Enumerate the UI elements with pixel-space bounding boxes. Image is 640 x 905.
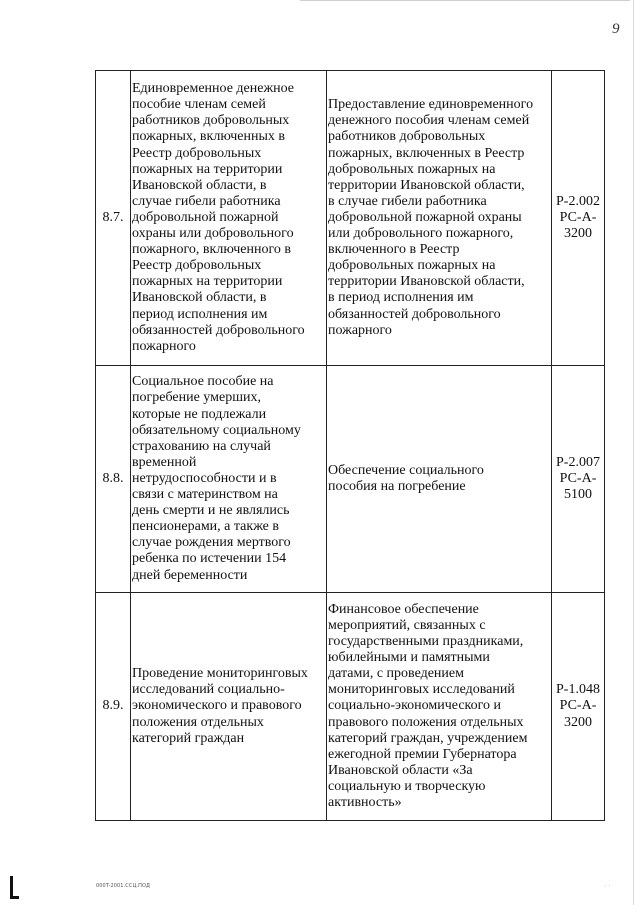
text-line: РС-А- — [559, 470, 597, 486]
text-line: положения отдельных — [132, 714, 264, 730]
text-line: страхованию на случай — [132, 438, 271, 454]
scan-edge-top — [300, 0, 630, 1]
text-line: нетрудоспособности и в — [132, 470, 277, 486]
text-line: пособия на погребение — [328, 479, 466, 494]
text-line: государственными праздниками, — [328, 634, 524, 650]
text-line: пожарных на территории — [132, 161, 283, 177]
text-line: в случае гибели работника — [328, 193, 487, 209]
classification-code-cell — [552, 593, 605, 821]
text-line: которые не подлежали — [132, 406, 267, 422]
text-line: случае рождения мертвого — [132, 535, 291, 551]
text-line: территории Ивановской области, — [328, 177, 525, 193]
text-line: Р-1.048 — [556, 682, 600, 698]
text-line: Ивановской области «За — [328, 762, 473, 778]
text-line: включенного в Реестр — [328, 242, 460, 258]
text-line: добровольных пожарных на — [328, 161, 496, 177]
text-line: Р-2.007 — [556, 454, 600, 470]
text-line: погребение умерших, — [132, 390, 261, 406]
text-line: 3200 — [564, 714, 592, 730]
text-line: мониторинговых исследований — [328, 682, 515, 698]
text-line: ребенка по истечении 154 — [132, 551, 287, 567]
text-line: обязательному социальному — [132, 422, 301, 438]
text-line: социальную и творческую — [328, 778, 486, 794]
text-line: социально-экономического и — [328, 698, 502, 714]
text-line: 5100 — [564, 487, 592, 503]
classification-code-cell — [552, 366, 605, 593]
text-line: Реестр добровольных — [132, 258, 262, 274]
expense-name-cell — [131, 593, 327, 821]
text-line: пожарных, включенных в Реестр — [328, 145, 525, 161]
text-line: пожарного — [132, 338, 196, 354]
expense-name-cell — [131, 366, 327, 593]
table-row-8-7 — [96, 71, 605, 366]
text-line: юбилейными и памятными — [328, 650, 490, 666]
text-line: Предоставление единовременного — [328, 97, 534, 113]
text-line: мероприятий, связанных с — [328, 617, 486, 633]
text-line: Р-2.002 — [556, 193, 600, 209]
text-line: работников добровольных — [328, 129, 486, 145]
expense-description-cell — [327, 71, 552, 366]
text-line: временной — [132, 454, 197, 470]
text-line: 3200 — [564, 226, 592, 242]
text-line: случае гибели работника — [132, 193, 281, 209]
text-line: категорий граждан — [132, 730, 245, 746]
row-number: 8.7. — [96, 71, 131, 366]
text-line: добровольной пожарной — [132, 209, 279, 225]
text-line: обязанностей добровольного — [328, 306, 501, 322]
table-row-8-8 — [96, 366, 605, 593]
text-line: охраны или добровольного — [132, 226, 294, 242]
text-line: период исполнения им — [132, 306, 268, 322]
page-number: 9 — [612, 21, 620, 37]
row-number: 8.8. — [96, 366, 131, 593]
text-line: Финансовое обеспечение — [328, 601, 479, 617]
text-line: пожарных на территории — [132, 274, 283, 290]
text-line: обязанностей добровольного — [132, 322, 305, 338]
footer-file-code: 000T-2001.CCЦ.ПОД — [96, 883, 151, 889]
text-line: день смерти и не являлись — [132, 503, 290, 519]
row-number: 8.9. — [96, 593, 131, 821]
text-line: связи с материнством на — [132, 487, 278, 503]
text-line: исследований социально- — [132, 682, 285, 698]
text-line: Реестр добровольных — [132, 145, 262, 161]
scan-edge-right — [633, 0, 634, 905]
text-line: добровольной пожарной охраны — [328, 209, 522, 225]
text-line: ежегодной премии Губернатора — [328, 746, 517, 762]
text-line: РС-А- — [559, 698, 597, 714]
text-line: в период исполнения им — [328, 290, 474, 306]
text-line: категорий граждан, учреждением — [328, 730, 528, 746]
text-line: добровольных пожарных на — [328, 258, 496, 274]
text-line: Единовременное денежное — [132, 81, 295, 97]
text-line: работников добровольных — [132, 113, 290, 129]
scan-corner-mark-base — [10, 896, 19, 899]
expense-description-cell — [327, 593, 552, 821]
text-line: Проведение мониторинговых — [132, 666, 308, 682]
budget-classification-table — [95, 70, 605, 821]
text-line: дней беременности — [132, 567, 248, 583]
expense-name-cell — [131, 71, 327, 366]
text-line: Социальное пособие на — [132, 374, 274, 390]
text-line: или добровольного пожарного, — [328, 226, 514, 242]
text-line: пенсионерами, а также в — [132, 519, 280, 535]
table-row-8-9 — [96, 593, 605, 821]
text-line: территории Ивановской области, — [328, 274, 525, 290]
text-line: РС-А- — [559, 209, 597, 225]
expense-description-cell — [327, 366, 552, 593]
text-line: активность» — [328, 795, 402, 811]
text-line: экономического и правового — [132, 698, 302, 714]
text-line: пожарных, включенных в — [132, 129, 286, 145]
classification-code-cell — [552, 71, 605, 366]
text-line: датами, с проведением — [328, 666, 464, 682]
text-line: пособие членам семей — [132, 97, 266, 113]
text-line: Обеспечение социального — [328, 462, 484, 478]
text-line: пожарного, включенного в — [132, 242, 291, 258]
text-line: Ивановской области, в — [132, 290, 267, 306]
text-line: правового положения отдельных — [328, 714, 524, 730]
text-line: пожарного — [328, 322, 392, 338]
text-line: денежного пособия членам семей — [328, 113, 530, 129]
text-line: Ивановской области, в — [132, 177, 267, 193]
scan-noise: · · — [604, 882, 611, 890]
scan-corner-mark — [10, 876, 13, 898]
